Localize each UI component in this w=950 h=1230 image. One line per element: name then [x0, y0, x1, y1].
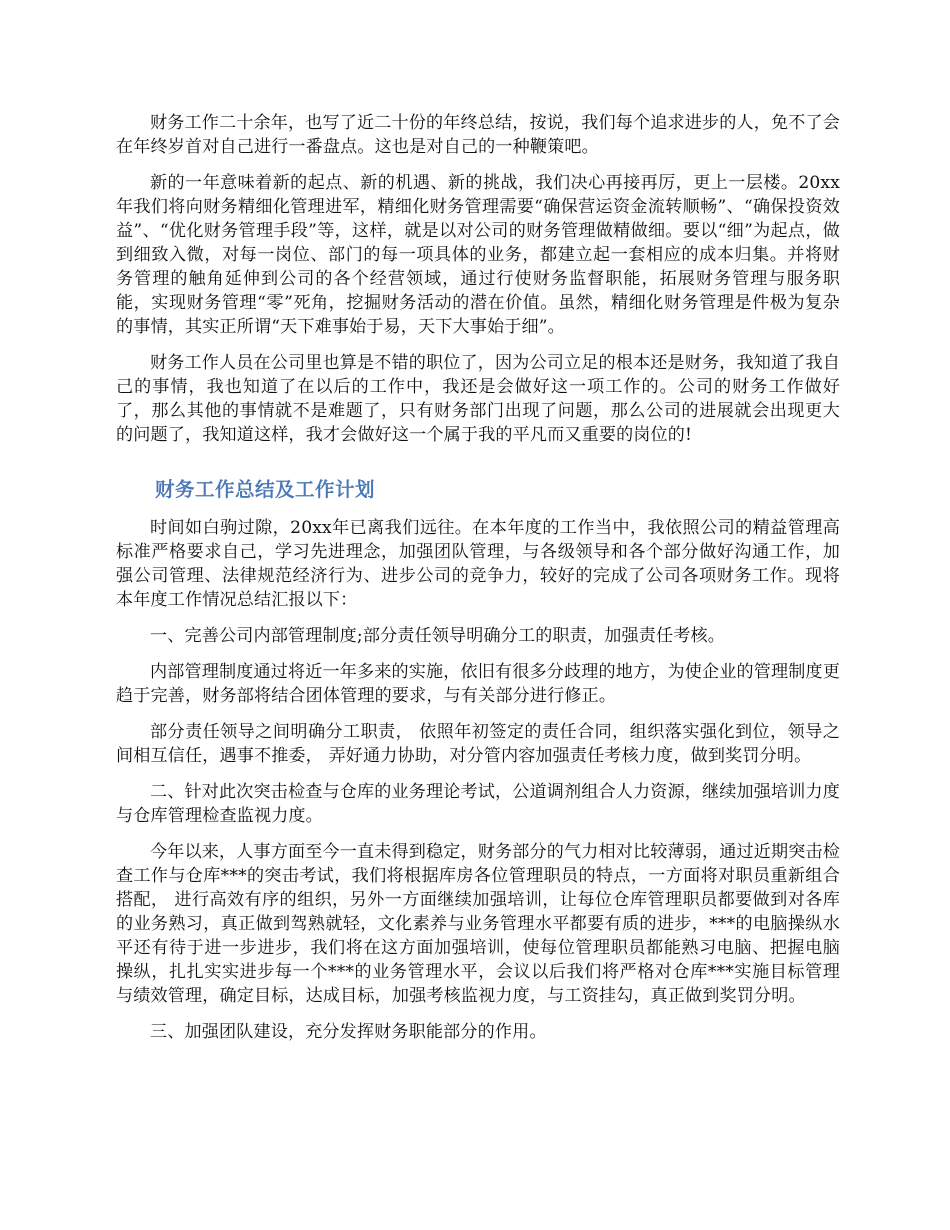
- summary-paragraph-4: 今年以来，人事方面至今一直未得到稳定，财务部分的气力相对比较薄弱，通过近期突击检查工作与仓库***的突击考试，我们将根据库房各位管理职员的特点，一方面将对职员重新组合搭配， 进行高效有序的组织，另外一方面继续加强培训，让每位仓库管理职员都要做到对各库的业务熟习，真正做到驾熟就轻，文化素养与业务管理水平都要有质的进步，***的电脑操纵水平还有待于进一步进步，我们将在这方面加强培训，使每位管理职员都能熟习电脑、把握电脑操纵，扎扎实实进步每一个***的业务管理水平，会议以后我们将严格对仓库***实施目标管理与绩效管理，确定目标，达成目标，加强考核监视力度，与工资挂勾，真正做到奖罚分明。: [116, 842, 840, 1006]
- summary-point-3: 三、加强团队建设，充分发挥财务职能部分的作用。: [150, 1022, 547, 1042]
- summary-point-2: 二、针对此次突击检查与仓库的业务理论考试，公道调剂组合人力资源，继续加强培训力度与仓库管理检查监视力度。: [116, 782, 840, 826]
- summary-paragraph-2: 内部管理制度通过将近一年多来的实施，依旧有很多分歧理的地方，为使企业的管理制度更趋于完善，财务部将结合团体管理的要求，与有关部分进行修正。: [116, 662, 840, 706]
- summary-point-1: 一、完善公司内部管理制度;部分责任领导明确分工的职责，加强责任考核。: [150, 626, 725, 646]
- intro-paragraph-1: 财务工作二十余年，也写了近二十份的年终总结，按说，我们每个追求进步的人，免不了会在年终岁首对自己进行一番盘点。这也是对自己的一种鞭策吧。: [116, 113, 840, 157]
- section-heading: 财务工作总结及工作计划: [155, 478, 376, 501]
- intro-paragraph-3: 财务工作人员在公司里也算是不错的职位了，因为公司立足的根本还是财务，我知道了我自己的事情，我也知道了在以后的工作中，我还是会做好这一项工作的。公司的财务工作做好了，那么其他的事情就不是难题了，只有财务部门出现了问题，那么公司的进展就会出现更大的问题了，我知道这样，我才会做好这一个属于我的平凡而又重要的岗位的!: [116, 353, 840, 445]
- summary-paragraph-1: 时间如白驹过隙，20xx年已离我们远往。在本年度的工作当中，我依照公司的精益管理高标准严格要求自己，学习先进理念，加强团队管理，与各级领导和各个部分做好沟通工作，加强公司管理、法律规范经济行为、进步公司的竞争力，较好的完成了公司各项财务工作。现将本年度工作情况总结汇报以下：: [116, 518, 840, 610]
- intro-paragraph-2: 新的一年意味着新的起点、新的机遇、新的挑战，我们决心再接再厉，更上一层楼。20xx年我们将向财务精细化管理进军，精细化财务管理需要“确保营运资金流转顺畅”、“确保投资效益”、“优化财务管理手段”等，这样，就是以对公司的财务管理做精做细。要以“细”为起点，做到细致入微，对每一岗位、部门的每一项具体的业务，都建立起一套相应的成本归集。并将财务管理的触角延伸到公司的各个经营领域，通过行使财务监督职能，拓展财务管理与服务职能，实现财务管理“零”死角，挖掘财务活动的潜在价值。虽然，精细化财务管理是件极为复杂的事情，其实正所谓“天下难事始于易，天下大事始于细”。: [116, 173, 840, 337]
- summary-paragraph-3: 部分责任领导之间明确分工职责， 依照年初签定的责任合同，组织落实强化到位，领导之间相互信任，遇事不推委， 弄好通力协助，对分管内容加强责任考核力度，做到奖罚分明。: [116, 722, 840, 766]
